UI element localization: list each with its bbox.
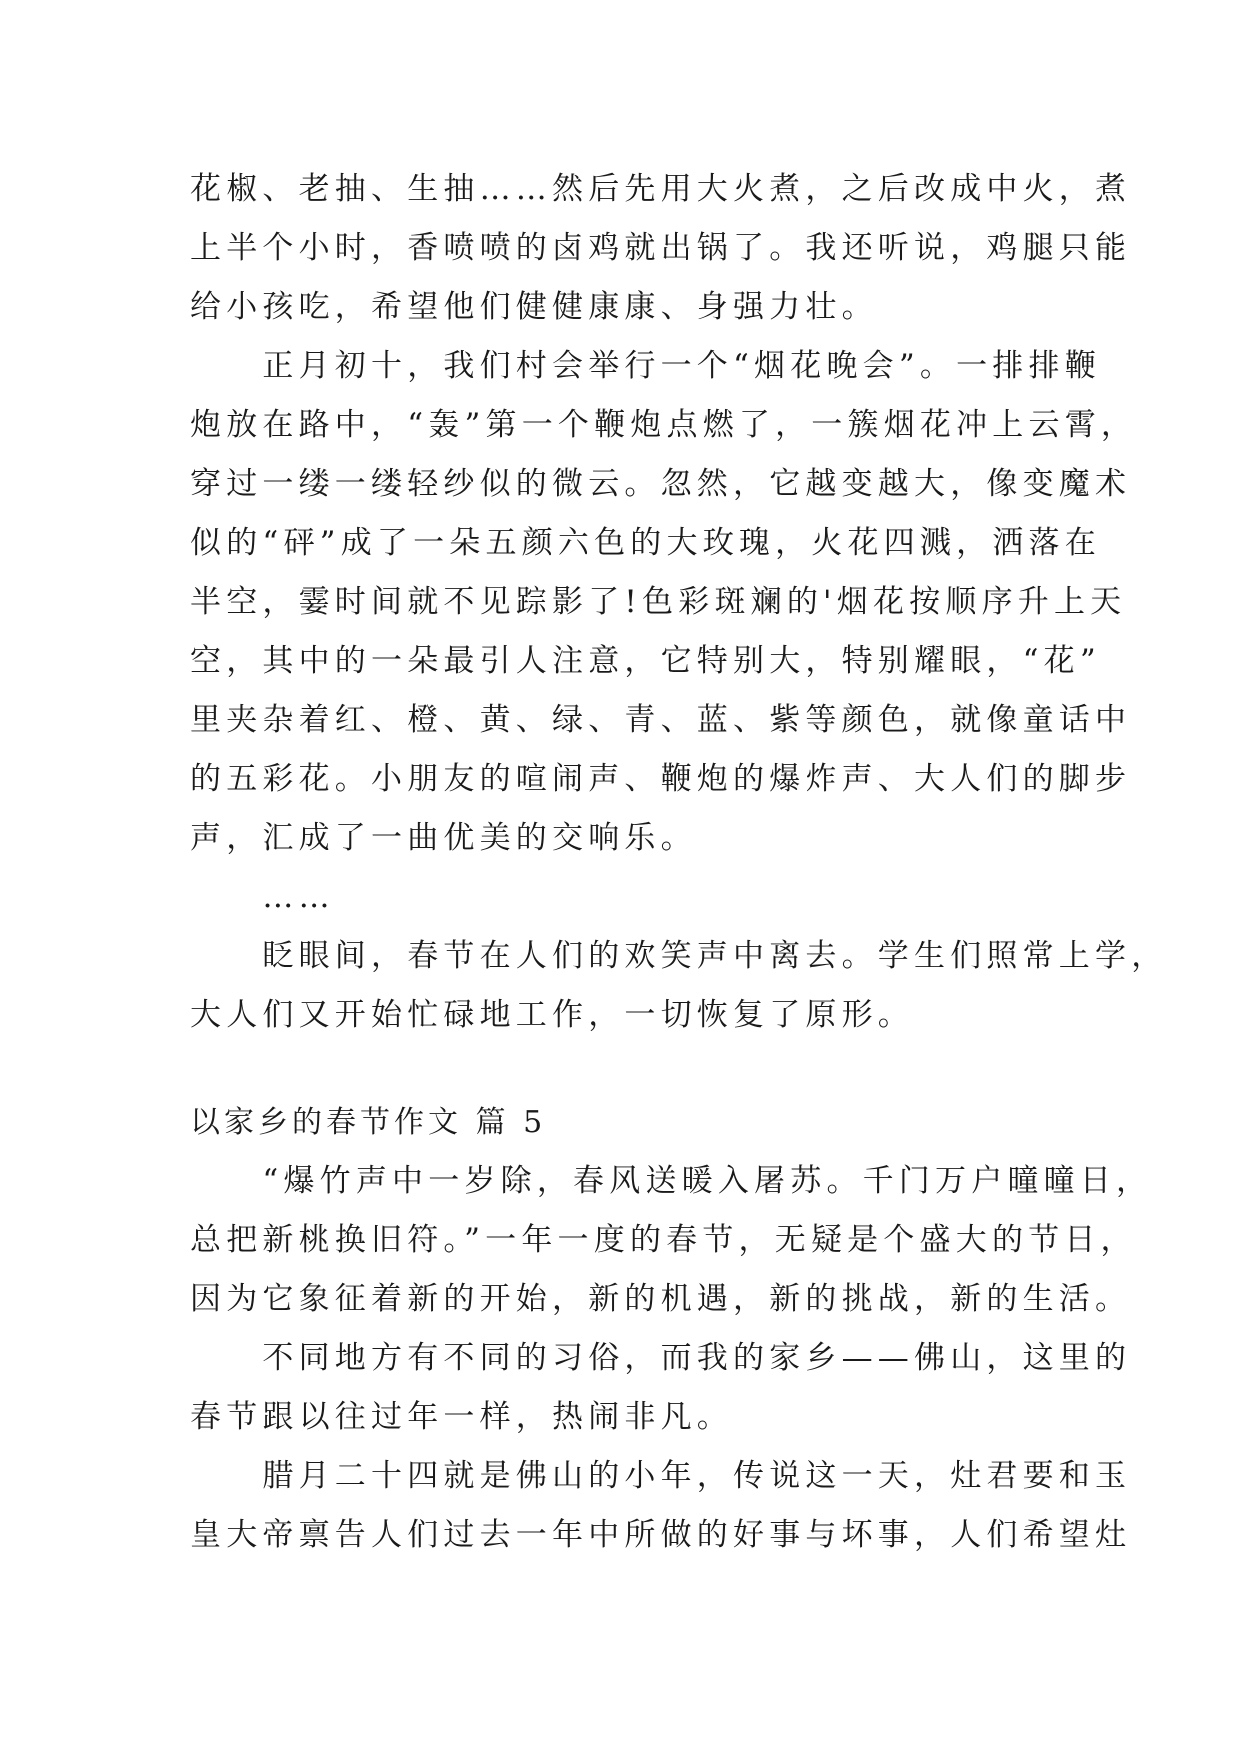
- paragraph-3: [190, 927, 1168, 1045]
- text-line: 空，其中的一朵最引人注意，它特别大，特别耀眼，“花”: [190, 643, 1101, 679]
- document-body: [190, 160, 1168, 1565]
- text-line: 给小孩吃，希望他们健健康康、身强力壮。: [190, 289, 878, 325]
- section-spacer: [190, 1045, 1070, 1093]
- text-line: 似的“砰”成了一朵五颜六色的大玫瑰，火花四溅，洒落在: [190, 525, 1101, 561]
- text-line: 因为它象征着新的开始，新的机遇，新的挑战，新的生活。: [190, 1281, 1132, 1317]
- text-line: 声，汇成了一曲优美的交响乐。: [190, 820, 697, 856]
- paragraph-4: [190, 1152, 1153, 1329]
- text-line: 花椒、老抽、生抽……然后先用大火煮，之后改成中火，煮: [190, 171, 1132, 207]
- text-line: 上半个小时，香喷喷的卤鸡就出锅了。我还听说，鸡腿只能: [190, 230, 1132, 266]
- text-line: 腊月二十四就是佛山的小年，传说这一天，灶君要和玉: [190, 1458, 1132, 1494]
- text-line: 半空，霎时间就不见踪影了!色彩斑斓的'烟花按顺序升上天: [190, 584, 1127, 620]
- text-line: 皇大帝禀告人们过去一年中所做的好事与坏事，人们希望灶: [190, 1517, 1132, 1553]
- text-line: 眨眼间，春节在人们的欢笑声中离去。学生们照常上学，: [190, 938, 1168, 974]
- text-line: 正月初十，我们村会举行一个“烟花晚会”。一排排鞭: [190, 348, 1101, 384]
- text-line: 穿过一缕一缕轻纱似的微云。忽然，它越变越大，像变魔术: [190, 466, 1132, 502]
- paragraph-6: [190, 1447, 1132, 1565]
- text-line: 不同地方有不同的习俗，而我的家乡——佛山，这里的: [190, 1340, 1132, 1376]
- text-line: 总把新桃换旧符。”一年一度的春节，无疑是个盛大的节日，: [190, 1222, 1137, 1258]
- section-heading: 以家乡的春节作文 篇 5: [190, 1105, 547, 1140]
- paragraph-5: [190, 1329, 1132, 1447]
- text-line: 的五彩花。小朋友的喧闹声、鞭炮的爆炸声、大人们的脚步: [190, 761, 1132, 797]
- text-line: “爆竹声中一岁除，春风送暖入屠苏。千门万户曈曈日，: [190, 1163, 1153, 1199]
- text-line: 里夹杂着红、橙、黄、绿、青、蓝、紫等颜色，就像童话中: [190, 702, 1132, 738]
- paragraph-2: [190, 337, 1138, 868]
- paragraph-1: [190, 160, 1132, 337]
- ellipsis-line: ……: [190, 879, 335, 915]
- text-line: 大人们又开始忙碌地工作，一切恢复了原形。: [190, 997, 914, 1033]
- text-line: 春节跟以往过年一样，热闹非凡。: [190, 1399, 733, 1435]
- text-line: 炮放在路中，“轰”第一个鞭炮点燃了，一簇烟花冲上云霄，: [190, 407, 1138, 443]
